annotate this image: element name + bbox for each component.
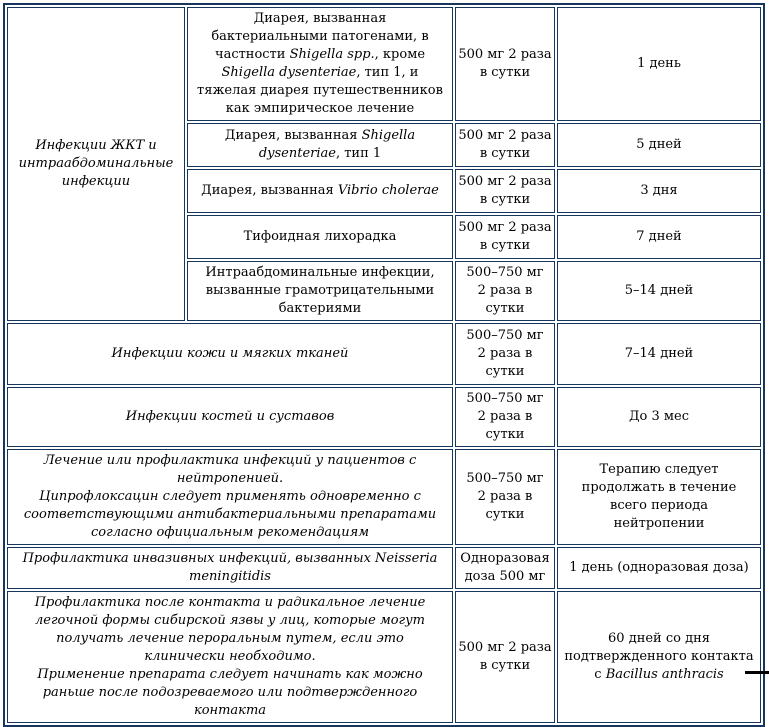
duration-value: 1 день [637, 56, 681, 71]
latin-name: Shigella dysenteriae [221, 65, 357, 80]
paragraph: Профилактика после контакта и радикальное лечение легочной формы сибирской язвы у лиц, которые могут получать лечение пероральным путем, если это клинически необходимо. [34, 595, 426, 664]
cell-category-skin-soft-tissue [7, 323, 453, 385]
cell-duration [557, 591, 761, 723]
cell-duration [557, 169, 761, 213]
text-segment: Диарея, вызванная бактериальными патогенами, в частности [211, 11, 429, 62]
dose-value: 500 мг 2 раза в сутки [458, 220, 552, 253]
cell-category-neisseria-prophylaxis [7, 547, 453, 589]
dose-value: 500 мг 2 раза в сутки [458, 174, 552, 207]
cell-category-bones-joints [7, 387, 453, 447]
cell-category-git-infections [7, 7, 185, 321]
category-label: Инфекции кожи и мягких тканей [111, 346, 349, 361]
cell-indication-bacterial-diarrhea [187, 7, 453, 121]
duration-value: 7–14 дней [624, 346, 694, 361]
dose-value: 500–750 мг 2 раза в сутки [466, 391, 544, 442]
table-row [7, 449, 761, 545]
latin-name: Vibrio cholerae [337, 183, 439, 198]
duration-value: 1 день (одноразовая доза) [569, 560, 749, 575]
duration-value: До 3 мес [628, 409, 690, 424]
paragraph: Ципрофлоксацин следует применять одновременно с соответствующими антибактериальными препаратами согласно официальным рекомендациям [23, 489, 437, 540]
cell-category-neutropenia [7, 449, 453, 545]
text-segment: Диарея, вызванная [201, 183, 338, 198]
cell-duration [557, 7, 761, 121]
cell-duration [557, 215, 761, 259]
cell-duration [557, 123, 761, 167]
cell-dose [455, 547, 555, 589]
latin-name: Bacillus anthracis [605, 667, 724, 682]
cell-dose [455, 387, 555, 447]
paragraph: Применение препарата следует начинать как можно раньше после подозреваемого или подтвержденного контакта [37, 667, 423, 718]
category-label: Инфекции ЖКТ и интраабдоминальные инфекции [18, 138, 174, 189]
bottom-right-artifact-line [745, 671, 769, 674]
cell-dose [455, 323, 555, 385]
table-row [7, 387, 761, 447]
dose-value: 500–750 мг 2 раза в сутки [466, 328, 544, 379]
cell-dose [455, 215, 555, 259]
duration-value: 5–14 дней [624, 283, 694, 298]
cell-dose [455, 449, 555, 545]
dose-value: 500–750 мг 2 раза в сутки [466, 265, 544, 316]
cell-indication-vibrio-cholerae [187, 169, 453, 213]
text-segment: Диарея, вызванная [224, 128, 362, 143]
latin-name: Shigella dysenteriae [258, 128, 416, 161]
text-segment: Интраабдоминальные инфекции, вызванные грамотрицательными бактериями [205, 265, 435, 316]
cell-duration [557, 449, 761, 545]
cell-category-anthrax [7, 591, 453, 723]
cell-indication-intraabdominal [187, 261, 453, 321]
cell-dose [455, 123, 555, 167]
category-label: Профилактика инвазивных инфекций, вызванных Neisseria meningitidis [22, 551, 438, 584]
cell-indication-shigella-dysenteriae [187, 123, 453, 167]
duration-value: Терапию следует продолжать в течение всего периода нейтропении [581, 462, 737, 531]
text-segment: Тифоидная лихорадка [243, 229, 397, 244]
cell-dose [455, 591, 555, 723]
paragraph: Лечение или профилактика инфекций у пациентов с нейтропенией. [43, 453, 417, 486]
dose-value: 500–750 мг 2 раза в сутки [466, 471, 544, 522]
cell-dose [455, 261, 555, 321]
cell-duration [557, 547, 761, 589]
dose-value: 500 мг 2 раза в сутки [458, 47, 552, 80]
cell-dose [455, 169, 555, 213]
cell-dose [455, 7, 555, 121]
dose-value: 500 мг 2 раза в сутки [458, 128, 552, 161]
table-row [7, 591, 761, 723]
dose-value: 500 мг 2 раза в сутки [458, 640, 552, 673]
text-segment: 60 дней со дня подтвержденного контакта с [564, 631, 754, 682]
dose-value: Одноразовая доза 500 мг [460, 551, 550, 584]
text-segment: , тип 1 [335, 146, 382, 161]
table-row [7, 7, 761, 121]
cell-duration [557, 261, 761, 321]
latin-name: Shigella spp. [289, 47, 375, 62]
cell-duration [557, 323, 761, 385]
cell-duration [557, 387, 761, 447]
cell-indication-typhoid-fever [187, 215, 453, 259]
category-label: Инфекции костей и суставов [125, 409, 335, 424]
dosage-table [3, 3, 765, 727]
table-row [7, 323, 761, 385]
text-segment: , кроме [374, 47, 426, 62]
duration-value: 5 дней [636, 137, 682, 152]
text-segment: , тип 1, и тяжелая диарея путешественников как эмпирическое лечение [197, 65, 443, 116]
table-row [7, 547, 761, 589]
duration-value: 3 дня [640, 183, 678, 198]
duration-value: 7 дней [636, 229, 682, 244]
